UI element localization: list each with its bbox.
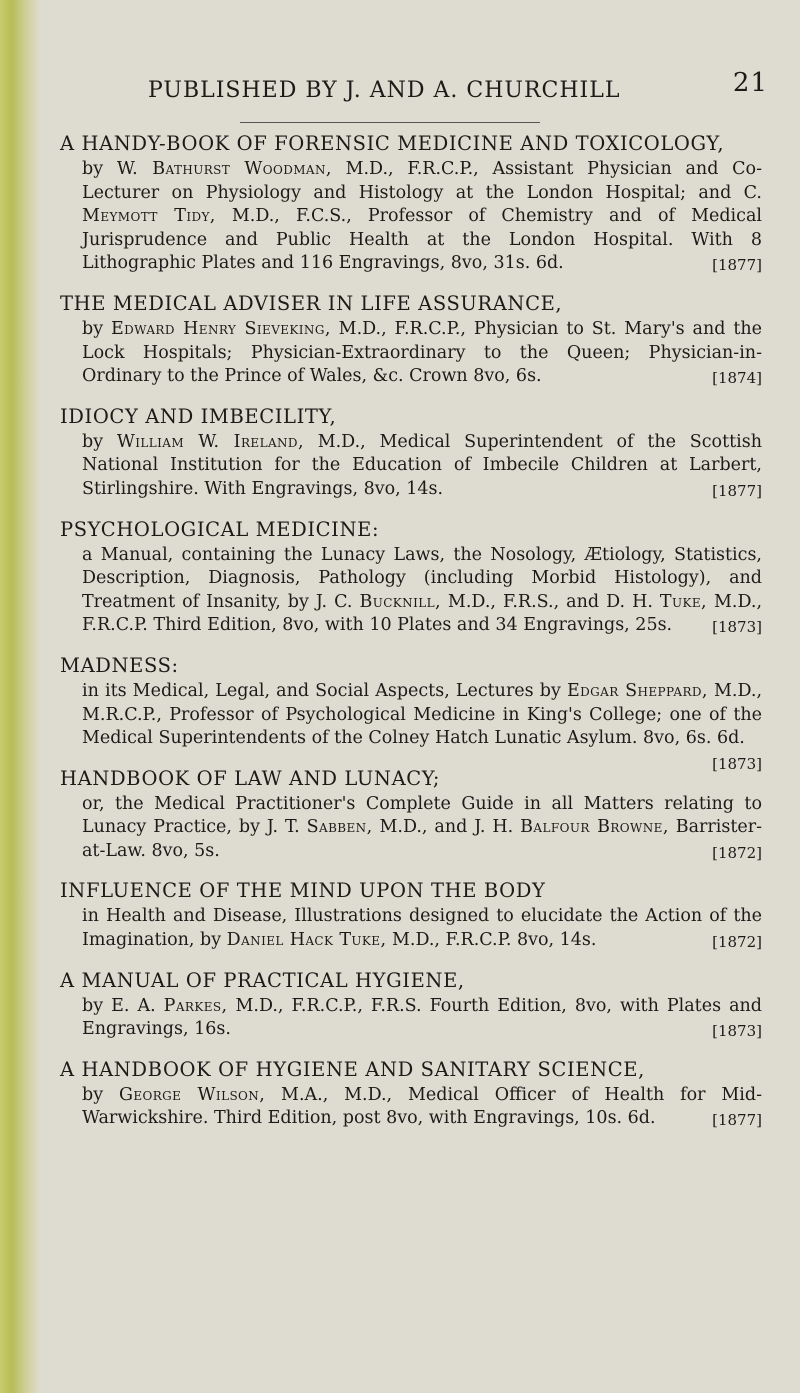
author-name: Sabben,: [306, 817, 373, 838]
publication-year: [1873]: [712, 754, 762, 773]
book-description: in Health and Disease, Illustrations designed to elucidate the Action of the Imagination, by Daniel Hack Tuke, M.D., F.R.C.P. 8vo, 14s. [1872]: [82, 905, 762, 952]
author-name: Daniel Hack Tuke,: [226, 930, 387, 951]
book-title: THE MEDICAL ADVISER IN LIFE ASSURANCE,: [60, 291, 563, 315]
book-spine-edge: [0, 0, 40, 1393]
author-name: W. Bathurst Woodman,: [116, 159, 332, 179]
book-description: a Manual, containing the Lunacy Laws, the Nosology, Ætiology, Statistics, Description, Diagnosis, Pathology (including Morbid Histology), and Treatment of Insanity, by J. C. Bucknill, M.D., F.R.S., and D. H. Tuke, M.D., F.R.C.P. Third Edition, 8vo, with 10 Plates and 34 Engravings, 25s. [1873]: [82, 544, 762, 638]
catalogue-page: [60, 0, 780, 1393]
book-title: HANDBOOK OF LAW AND LUNACY;: [60, 766, 441, 790]
book-description: by Edward Henry Sieveking, M.D., F.R.C.P., Physician to St. Mary's and the Lock Hospitals; Physician-Extraordinary to the Queen; Physician-in-Ordinary to the Prince of Wales, &c. Crown 8vo, 6s. [1874]: [82, 318, 762, 389]
publication-year: [1872]: [712, 843, 762, 862]
book-description: by W. Bathurst Woodman, M.D., F.R.C.P., Assistant Physician and Co-Lecturer on Physiology and Histology at the London Hospital; and C. Meymott Tidy, M.D., F.C.S., Professor of Chemistry and of Medical Jurisprudence and Public Health at the London Hospital. With 8 Lithographic Plates and 116 Engravings, 8vo, 31s. 6d. [1877]: [82, 158, 762, 276]
book-list: [60, 130, 780, 1145]
author-name: Edward Henry Sieveking,: [110, 318, 331, 339]
author-name: George Wilson,: [118, 1084, 266, 1105]
running-header: [148, 68, 768, 103]
book-title: IDIOCY AND IMBECILITY,: [60, 404, 337, 428]
book-title: A HANDY-BOOK OF FORENSIC MEDICINE AND TOXICOLOGY,: [60, 132, 725, 155]
book-title: INFLUENCE OF THE MIND UPON THE BODY: [60, 879, 546, 903]
book-entry: [60, 877, 780, 952]
book-description: by E. A. Parkes, M.D., F.R.C.P., F.R.S. Fourth Edition, 8vo, with Plates and Engravings, 16s. [1873]: [82, 995, 762, 1042]
publication-year: [1877]: [712, 481, 762, 500]
book-entry: [60, 403, 780, 502]
book-description: in its Medical, Legal, and Social Aspects, Lectures by Edgar Sheppard, M.D., M.R.C.P., Professor of Psychological Medicine in King's College; one of the Medical Superintendents of the Colney Hatch Lunatic Asylum. 8vo, 6s. 6d. [1873]: [82, 680, 762, 751]
author-name: Meymott Tidy,: [82, 206, 216, 227]
book-entry: [60, 130, 780, 276]
book-title: A MANUAL OF PRACTICAL HYGIENE,: [60, 968, 465, 992]
author-name: Bucknill,: [359, 591, 441, 612]
book-entry: [60, 1056, 780, 1131]
book-entry: [60, 652, 780, 773]
author-name: William W. Ireland,: [116, 431, 304, 452]
publication-year: [1877]: [712, 1111, 762, 1130]
author-name: Tuke,: [659, 591, 707, 612]
author-name: Balfour Browne,: [520, 817, 669, 838]
book-title: A HANDBOOK OF HYGIENE AND SANITARY SCIENCE,: [60, 1057, 645, 1081]
book-entry: [60, 516, 780, 638]
page-number: 21: [732, 68, 768, 98]
author-name: Parkes,: [163, 995, 228, 1016]
book-entry: [60, 290, 780, 389]
header-title: PUBLISHED BY J. AND A. CHURCHILL: [148, 78, 621, 103]
book-entry: [60, 967, 780, 1042]
publication-year: [1874]: [712, 369, 762, 388]
publication-year: [1873]: [712, 1022, 762, 1041]
book-title: PSYCHOLOGICAL MEDICINE:: [60, 517, 380, 541]
book-description: or, the Medical Practitioner's Complete Guide in all Matters relating to Lunacy Practice, by J. T. Sabben, M.D., and J. H. Balfour Browne, Barrister-at-Law. 8vo, 5s. [1872]: [82, 793, 762, 864]
book-description: by William W. Ireland, M.D., Medical Superintendent of the Scottish National Institution for the Education of Imbecile Children at Larbert, Stirlingshire. With Engravings, 8vo, 14s. [1877]: [82, 431, 762, 502]
header-rule: [240, 122, 540, 123]
book-description: by George Wilson, M.A., M.D., Medical Officer of Health for Mid-Warwickshire. Third Edition, post 8vo, with Engravings, 10s. 6d. [1877]: [82, 1084, 762, 1131]
publication-year: [1873]: [712, 618, 762, 637]
book-title: MADNESS:: [60, 653, 179, 677]
author-name: Edgar Sheppard,: [566, 680, 708, 701]
publication-year: [1872]: [712, 933, 762, 952]
publication-year: [1877]: [712, 256, 762, 275]
book-entry: [60, 765, 780, 864]
